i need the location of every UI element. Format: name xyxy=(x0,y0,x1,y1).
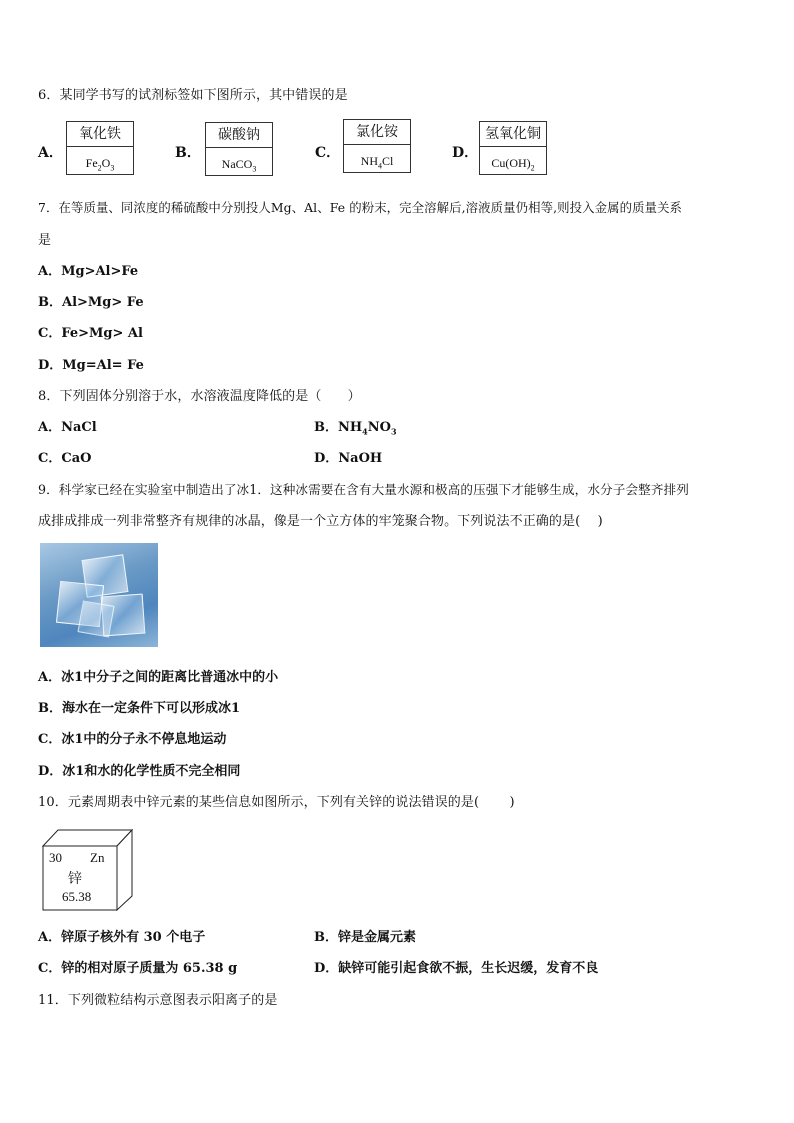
q9-option-c: C．冰1中的分子永不停息地运动 xyxy=(38,732,227,747)
q10-option-a: A．锌原子核外有 30 个电子 xyxy=(38,930,206,945)
zinc-atomic-mass: 65.38 xyxy=(62,889,92,904)
q9-option-d: D．冰1和水的化学性质不完全相同 xyxy=(38,764,241,779)
q6-label-d-name: 氢氧化铜 xyxy=(480,122,546,147)
q7-option-a: A．Mg>Al>Fe xyxy=(38,264,139,279)
q6-option-b-letter: B． xyxy=(175,145,201,161)
q6-label-b-name: 碳酸钠 xyxy=(206,123,272,148)
q7-option-c: C．Fe>Mg> Al xyxy=(38,326,143,341)
q6-label-c xyxy=(343,119,411,173)
question-7-line-1: 7．在等质量、同浓度的稀硫酸中分别投人Mg、Al、Fe 的粉末，完全溶解后,溶液质量仍相等,则投入金属的质量关系 xyxy=(38,200,683,215)
q7-option-b: B．Al>Mg> Fe xyxy=(38,295,144,310)
q8-option-c: C．CaO xyxy=(38,451,92,466)
q10-option-d: D．缺锌可能引起食欲不振，生长迟缓，发育不良 xyxy=(314,961,599,976)
zinc-atomic-number: 30 xyxy=(49,850,62,865)
q6-label-a-formula: $Fe_2O_3$ xyxy=(85,156,115,173)
q9-option-a: A．冰1中分子之间的距离比普通冰中的小 xyxy=(38,670,279,685)
q8-option-b: B．$NH_4NO_3$ xyxy=(314,420,397,437)
q6-label-a xyxy=(66,121,134,175)
q7-option-d: D．Mg=Al= Fe xyxy=(38,358,144,373)
q6-option-d-letter: D． xyxy=(452,145,479,161)
question-11-text: 11．下列微粒结构示意图表示阳离子的是 xyxy=(38,993,278,1008)
q6-option-a-letter: A． xyxy=(38,145,63,161)
q6-label-b xyxy=(205,122,273,176)
ice-cubes-image xyxy=(40,543,158,647)
q6-label-a-name: 氧化铁 xyxy=(67,122,133,147)
question-7-line-2: 是 xyxy=(38,233,52,248)
q8-option-d: D．NaOH xyxy=(314,451,383,466)
question-10-text: 10．元素周期表中锌元素的某些信息如图所示，下列有关锌的说法错误的是( ) xyxy=(38,795,515,810)
question-6-text: 6．某同学书写的试剂标签如下图所示，其中错误的是 xyxy=(38,88,348,103)
zinc-symbol: Zn xyxy=(90,850,105,865)
q6-label-b-formula: NaCO$_3$ xyxy=(221,157,257,174)
q10-option-b: B．锌是金属元素 xyxy=(314,930,416,945)
q10-option-c: C．锌的相对原子质量为 65.38 g xyxy=(38,961,238,976)
q9-option-b: B．海水在一定条件下可以形成冰1 xyxy=(38,701,241,716)
q8-option-a: A．NaCl xyxy=(38,420,97,435)
zinc-name: 锌 xyxy=(68,871,82,887)
question-9-line-2: 成排成排成一列非常整齐有规律的冰晶，像是一个立方体的牢笼聚合物。下列说法不正确的是( ) xyxy=(38,514,603,529)
q6-label-d xyxy=(479,121,547,175)
q6-label-c-formula: $NH_4Cl$ xyxy=(360,154,394,171)
question-8-text: 8．下列固体分别溶于水，水溶液温度降低的是（ ） xyxy=(38,389,361,404)
q6-label-d-formula: $Cu(OH)_2$ xyxy=(491,156,535,173)
q6-option-c-letter: C． xyxy=(315,145,341,161)
q6-label-c-name: 氯化铵 xyxy=(344,120,410,145)
question-9-line-1: 9．科学家已经在实验室中制造出了冰1．这种冰需要在含有大量水源和极高的压强下才能够生成，水分子会整齐排列 xyxy=(38,482,689,497)
